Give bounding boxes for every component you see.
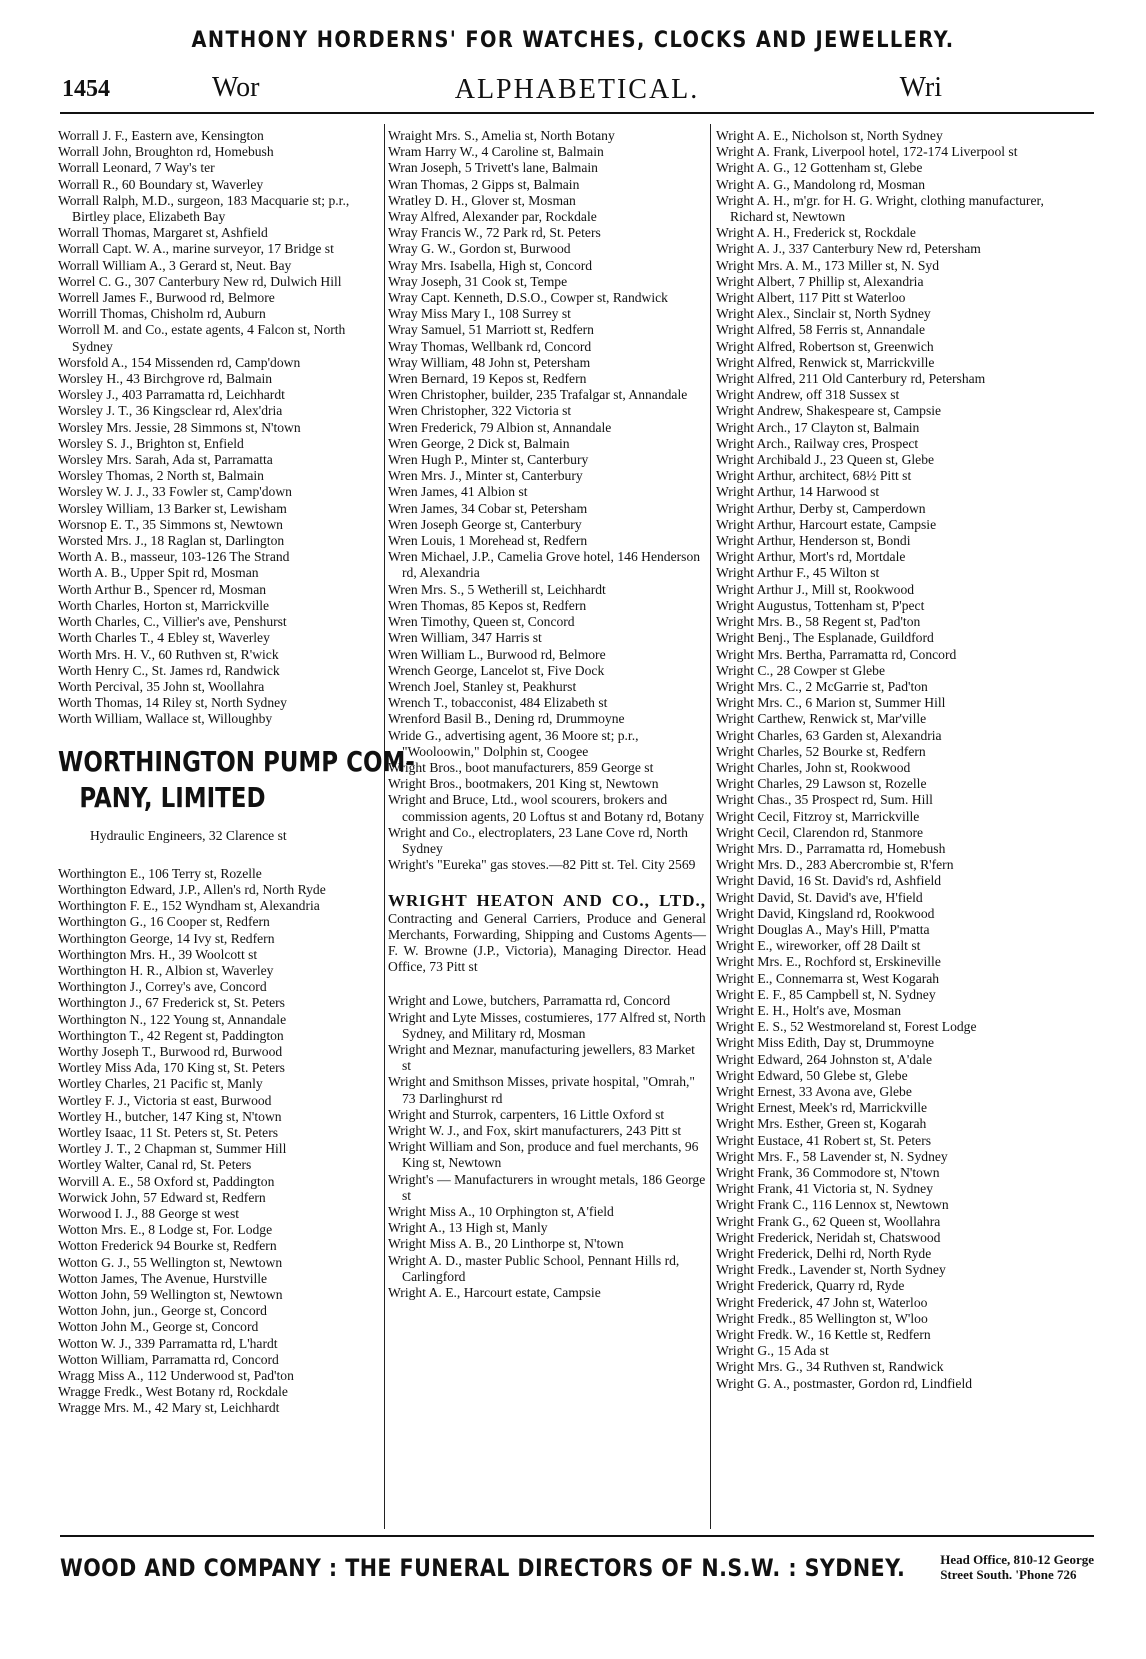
directory-entry: Wren Thomas, 85 Kepos st, Redfern	[388, 597, 587, 613]
directory-entry: Worrall J. F., Eastern ave, Kensington	[58, 128, 264, 143]
directory-entry: Worsted Mrs. J., 18 Raglan st, Darlington	[58, 533, 285, 549]
directory-entry: Wren Mrs. S., 5 Wetherill st, Leichhardt	[388, 581, 606, 597]
directory-entry: Wright David, Kingsland rd, Rookwood	[716, 905, 935, 921]
directory-entry: Worsley S. J., Brighton st, Enfield	[58, 435, 244, 451]
directory-entry: Wright A. Frank, Liverpool hotel, 172-174 Liverpool st	[716, 144, 1018, 160]
directory-entry: Wright E., Connemarra st, West Kogarah	[716, 970, 940, 986]
directory-entry: Wortley F. J., Victoria st east, Burwood	[58, 1092, 272, 1108]
footer-rule	[60, 1535, 1094, 1537]
directory-entry: Wright A. G., Mandolong rd, Mosman	[716, 176, 926, 192]
wright-heaton-title: WRIGHT HEATON AND CO., LTD.,	[388, 891, 706, 911]
directory-entry: Wright and Meznar, manufacturing jewellers, 83 Market st	[388, 1041, 695, 1074]
directory-entry: Wray Miss Mary I., 108 Surrey st	[388, 306, 571, 322]
footer-contact	[940, 1552, 1094, 1582]
directory-entry: Wright Carthew, Renwick st, Mar'ville	[716, 711, 927, 727]
directory-entry: Worrel C. G., 307 Canterbury New rd, Dulwich Hill	[58, 273, 342, 289]
directory-entry: Worthington G., 16 Cooper st, Redfern	[58, 914, 270, 930]
directory-entry: Wortley Charles, 21 Pacific st, Manly	[58, 1076, 263, 1092]
directory-entry: Wright Frederick, 47 John st, Waterloo	[716, 1294, 928, 1310]
directory-entry: Wright Arthur F., 45 Wilton st	[716, 565, 880, 581]
directory-entry: Wright Edward, 264 Johnston st, A'dale	[716, 1051, 932, 1067]
directory-entry: Worrall John, Broughton rd, Homebush	[58, 144, 274, 160]
directory-entry: Wright Frank, 41 Victoria st, N. Sydney	[716, 1181, 933, 1197]
directory-entry: Wride G., advertising agent, 36 Moore st; p.r., "Wooloowin," Dolphin st, Coogee	[388, 727, 639, 759]
directory-entry: Wren Bernard, 19 Kepos st, Redfern	[388, 371, 587, 387]
directory-entry: Wright A. H., m'gr. for H. G. Wright, clothing manufacturer, Richard st, Newtown	[716, 192, 1044, 225]
column-2-entries-bottom	[388, 993, 706, 1301]
directory-entry: Wren Hugh P., Minter st, Canterbury	[388, 452, 589, 468]
directory-entry: Wotton John, 59 Wellington st, Newtown	[58, 1287, 283, 1302]
directory-entry: Wray G. W., Gordon st, Burwood	[388, 241, 571, 257]
directory-entry: Wright and Sturrok, carpenters, 16 Little Oxford st	[388, 1106, 665, 1122]
page-number: 1454	[62, 76, 110, 102]
directory-entry: Wright Alfred, 211 Old Canterbury rd, Petersham	[716, 371, 986, 387]
directory-entry: Worth Charles, C., Villier's ave, Penshurst	[58, 614, 287, 630]
advertising-banner: ANTHONY HORDERNS' FOR WATCHES, CLOCKS AND JEWELLERY.	[191, 28, 955, 53]
directory-entry: Wortley Isaac, 11 St. Peters st, St. Peters	[58, 1124, 279, 1140]
directory-entry: Wrench Joel, Stanley st, Peakhurst	[388, 678, 577, 694]
directory-entry: Wright Bros., bootmakers, 201 King st, Newtown	[388, 776, 659, 792]
directory-entry: Wright Mrs. Bertha, Parramatta rd, Concord	[716, 646, 957, 662]
directory-entry: Worthington Mrs. H., 39 Woolcott st	[58, 946, 258, 962]
column-1-entries-bottom	[58, 866, 380, 1417]
directory-entry: Wright Douglas A., May's Hill, P'matta	[716, 921, 930, 937]
directory-entry: Wright David, 16 St. David's rd, Ashfield	[716, 873, 942, 889]
directory-entry: Wray Samuel, 51 Marriott st, Redfern	[388, 322, 594, 338]
column-1-entries-top	[58, 128, 380, 728]
directory-entry: Wright Benj., The Esplanade, Guildford	[716, 630, 934, 646]
directory-entry: Wraight Mrs. S., Amelia st, North Botany	[388, 128, 615, 143]
wright-heaton-ad	[388, 893, 706, 975]
directory-entry: Wortley Miss Ada, 170 King st, St. Peters	[58, 1060, 285, 1076]
directory-entry: Wren Frederick, 79 Albion st, Annandale	[388, 419, 612, 435]
directory-entry: Wotton Frederick 94 Bourke st, Redfern	[58, 1238, 277, 1254]
directory-entry: Worroll M. and Co., estate agents, 4 Falcon st, North Sydney	[58, 322, 346, 354]
directory-entry: Worsley J., 403 Parramatta rd, Leichhardt	[58, 387, 285, 403]
column-3-entries	[716, 128, 1044, 1392]
directory-entry: Wran Joseph, 5 Trivett's lane, Balmain	[388, 160, 598, 176]
section-title: ALPHABETICAL.	[454, 74, 700, 105]
directory-entry: Wotton W. J., 339 Parramatta rd, L'hardt	[58, 1335, 278, 1351]
directory-entry: Worwick John, 57 Edward st, Redfern	[58, 1189, 266, 1205]
directory-entry: Worrall Thomas, Margaret st, Ashfield	[58, 225, 268, 241]
directory-entry: Wright A. E., Nicholson st, North Sydney	[716, 128, 943, 143]
directory-entry: Wright Cecil, Clarendon rd, Stanmore	[716, 824, 924, 840]
directory-entry: Wright E., wireworker, off 28 Dailt st	[716, 938, 921, 954]
directory-entry: Wright Frank, 36 Commodore st, N'town	[716, 1165, 940, 1180]
directory-entry: Worthington George, 14 Ivy st, Redfern	[58, 930, 275, 946]
directory-entry: Wotton John M., George st, Concord	[58, 1319, 259, 1335]
directory-entry: Worrall Capt. W. A., marine surveyor, 17 Bridge st	[58, 241, 334, 257]
directory-entry: Worrall Leonard, 7 Way's ter	[58, 160, 215, 176]
directory-entry: Worthington N., 122 Young st, Annandale	[58, 1011, 287, 1027]
directory-entry: Wren Michael, J.P., Camelia Grove hotel, 146 Henderson rd, Alexandria	[388, 549, 701, 581]
directory-entry: Wright Arthur J., Mill st, Rookwood	[716, 581, 915, 597]
directory-entry: Wright Andrew, off 318 Sussex st	[716, 387, 900, 403]
directory-entry: Wright Frederick, Neridah st, Chatswood	[716, 1229, 941, 1245]
ad-heading-line-1: WORTHINGTON PUMP COM-	[58, 744, 415, 778]
directory-entry: Worsley J. T., 36 Kingsclear rd, Alex'dria	[58, 403, 283, 419]
directory-entry: Wright Frank C., 116 Lennox st, Newtown	[716, 1197, 949, 1213]
directory-entry: Wright Bros., boot manufacturers, 859 George st	[388, 759, 654, 775]
directory-entry: Wright Frank G., 62 Queen st, Woollahra	[716, 1213, 941, 1229]
directory-entry: Wren William L., Burwood rd, Belmore	[388, 646, 606, 662]
directory-entry: Wright Charles, John st, Rookwood	[716, 759, 911, 775]
directory-entry: Wright Albert, 117 Pitt st Waterloo	[716, 290, 906, 306]
column-1	[58, 128, 415, 1417]
directory-entry: Wright William and Son, produce and fuel merchants, 96 King st, Newtown	[388, 1139, 699, 1171]
directory-entry: Worth Arthur B., Spencer rd, Mosman	[58, 581, 267, 597]
directory-entry: Wren William, 347 Harris st	[388, 630, 542, 646]
directory-entry: Wright Mrs. G., 34 Ruthven st, Randwick	[716, 1359, 944, 1375]
directory-entry: Wright A. H., Frederick st, Rockdale	[716, 225, 916, 241]
directory-entry: Wright Fredk., 85 Wellington st, W'loo	[716, 1310, 928, 1326]
directory-entry: Worth William, Wallace st, Willoughby	[58, 711, 273, 727]
directory-entry: Worth A. B., Upper Spit rd, Mosman	[58, 565, 259, 581]
directory-entry: Wright Frederick, Quarry rd, Ryde	[716, 1278, 905, 1294]
directory-entry: Wright Arch., 17 Clayton st, Balmain	[716, 419, 920, 435]
directory-entry: Wray Thomas, Wellbank rd, Concord	[388, 338, 592, 354]
directory-entry: Wran Thomas, 2 Gipps st, Balmain	[388, 176, 580, 192]
directory-entry: Worrall R., 60 Boundary st, Waverley	[58, 176, 264, 192]
directory-entry: Worsley Thomas, 2 North st, Balmain	[58, 468, 264, 484]
directory-entry: Worsley H., 43 Birchgrove rd, Balmain	[58, 371, 273, 387]
footer-contact-line-1: Head Office, 810-12 George	[940, 1552, 1094, 1567]
directory-entry: Worthington E., 106 Terry st, Rozelle	[58, 865, 262, 881]
column-divider-1	[384, 124, 385, 1529]
directory-entry: Wright Charles, 29 Lawson st, Rozelle	[716, 776, 927, 792]
directory-entry: Worthington J., 67 Frederick st, St. Peters	[58, 995, 285, 1011]
directory-entry: Wright Arthur, 14 Harwood st	[716, 484, 880, 500]
directory-entry: Wren James, 41 Albion st	[388, 484, 528, 500]
directory-entry: Wright Mrs. C., 2 McGarrie st, Pad'ton	[716, 678, 928, 694]
directory-entry: Worth Thomas, 14 Riley st, North Sydney	[58, 695, 287, 711]
column-2-entries-top	[388, 128, 706, 873]
directory-entry: Worsley Mrs. Sarah, Ada st, Parramatta	[58, 452, 273, 468]
directory-entry: Wright's — Manufacturers in wrought metals, 186 George st	[388, 1171, 706, 1203]
footer-contact-line-2: Street South. 'Phone 726	[940, 1567, 1077, 1582]
directory-entry: Worthy Joseph T., Burwood rd, Burwood	[58, 1043, 283, 1059]
page-header	[62, 72, 1092, 108]
directory-entry: Wright Arthur, architect, 68½ Pitt st	[716, 468, 912, 484]
directory-entry: Wray Capt. Kenneth, D.S.O., Cowper st, Randwick	[388, 290, 668, 306]
directory-entry: Wright W. J., and Fox, skirt manufacturers, 243 Pitt st	[388, 1122, 682, 1138]
directory-entry: Wray Alfred, Alexander par, Rockdale	[388, 209, 597, 225]
directory-entry: Wrench George, Lancelot st, Five Dock	[388, 662, 605, 678]
directory-entry: Worthington T., 42 Regent st, Paddington	[58, 1027, 284, 1043]
directory-entry: Wray Mrs. Isabella, High st, Concord	[388, 257, 593, 273]
directory-entry: Worth Percival, 35 John st, Woollahra	[58, 678, 265, 694]
directory-entry: Wright Mrs. D., Parramatta rd, Homebush	[716, 840, 946, 856]
directory-entry: Wragge Fredk., West Botany rd, Rockdale	[58, 1384, 288, 1400]
directory-entry: Wright Alfred, Renwick st, Marrickville	[716, 354, 935, 370]
directory-entry: Wright G., 15 Ada st	[716, 1343, 829, 1359]
directory-entry: Wright and Lyte Misses, costumieres, 177 Alfred st, North Sydney, and Military rd, Mosman	[388, 1009, 706, 1041]
directory-entry: Wren James, 34 Cobar st, Petersham	[388, 500, 588, 516]
directory-entry: Wright Chas., 35 Prospect rd, Sum. Hill	[716, 792, 933, 808]
column-3	[716, 128, 1044, 1392]
directory-entry: Wrench T., tobacconist, 484 Elizabeth st	[388, 695, 608, 711]
directory-entry: Wright C., 28 Cowper st Glebe	[716, 662, 885, 678]
directory-entry: Wright G. A., postmaster, Gordon rd, Lindfield	[716, 1375, 973, 1391]
directory-entry: Wren Louis, 1 Morehead st, Redfern	[388, 533, 588, 549]
directory-entry: Wright Andrew, Shakespeare st, Campsie	[716, 403, 942, 419]
directory-entry: Worrall William A., 3 Gerard st, Neut. Bay	[58, 257, 292, 273]
page-footer	[60, 1548, 1094, 1598]
directory-entry: Wotton William, Parramatta rd, Concord	[58, 1351, 279, 1367]
directory-entry: Wright Archibald J., 23 Queen st, Glebe	[716, 452, 935, 468]
directory-entry: Wright Fredk. W., 16 Kettle st, Redfern	[716, 1327, 931, 1343]
ad-detail: Hydraulic Engineers, 32 Clarence st	[90, 827, 287, 843]
directory-entry: Wright Albert, 7 Phillip st, Alexandria	[716, 273, 924, 289]
directory-entry: Wright and Bruce, Ltd., wool scourers, brokers and commission agents, 20 Loftus st and Botany rd, Botany	[388, 792, 705, 824]
directory-entry: Worth Charles T., 4 Ebley st, Waverley	[58, 630, 270, 646]
header-rule	[60, 112, 1094, 114]
directory-entry: Wright and Lowe, butchers, Parramatta rd, Concord	[388, 993, 671, 1009]
directory-entry: Worsley William, 13 Barker st, Lewisham	[58, 500, 287, 516]
directory-entry: Wright Alex., Sinclair st, North Sydney	[716, 306, 931, 322]
directory-entry: Wright E. F., 85 Campbell st, N. Sydney	[716, 986, 936, 1002]
directory-entry: Wragg Miss A., 112 Underwood st, Pad'ton	[58, 1368, 294, 1384]
right-guide-word: Wri	[899, 72, 942, 103]
directory-entry: Wright Cecil, Fitzroy st, Marrickville	[716, 808, 920, 824]
directory-entry: Worthington Edward, J.P., Allen's rd, North Ryde	[58, 881, 326, 897]
directory-entry: Wortley H., butcher, 147 King st, N'town	[58, 1108, 282, 1124]
directory-entry: Wright Ernest, Meek's rd, Marrickville	[716, 1100, 928, 1116]
directory-entry: Wright Fredk., Lavender st, North Sydney	[716, 1262, 946, 1278]
directory-entry: Wragge Mrs. M., 42 Mary st, Leichhardt	[58, 1400, 280, 1416]
directory-entry: Wren Christopher, 322 Victoria st	[388, 403, 572, 419]
directory-entry: Wratley D. H., Glover st, Mosman	[388, 192, 576, 208]
directory-entry: Wright Charles, 52 Bourke st, Redfern	[716, 743, 926, 759]
directory-entry: Worth Charles, Horton st, Marrickville	[58, 597, 270, 613]
footer-advertisement: WOOD AND COMPANY : THE FUNERAL DIRECTORS OF N.S.W. : SYDNEY.	[60, 1554, 906, 1582]
directory-entry: Worsley W. J. J., 33 Fowler st, Camp'down	[58, 484, 292, 500]
directory-entry: Wright Mrs. Esther, Green st, Kogarah	[716, 1116, 927, 1132]
directory-entry: Wright A. G., 12 Gottenham st, Glebe	[716, 160, 923, 176]
directory-entry: Worrill Thomas, Chisholm rd, Auburn	[58, 306, 266, 322]
directory-entry: Wright's "Eureka" gas stoves.—82 Pitt st. Tel. City 2569	[388, 857, 696, 873]
directory-entry: Wright Charles, 63 Garden st, Alexandria	[716, 727, 942, 743]
wright-heaton-body: Contracting and General Carriers, Produce and General Merchants, Forwarding, Shipping and Customs Agents—F. W. Browne (J.P., Victoria), Managing Director. Head Office, 73 Pitt st	[388, 910, 706, 975]
directory-entry: Worthington F. E., 152 Wyndham st, Alexandria	[58, 898, 320, 914]
directory-entry: Wotton James, The Avenue, Hurstville	[58, 1270, 268, 1286]
directory-entry: Worvill A. E., 58 Oxford st, Paddington	[58, 1173, 275, 1189]
directory-entry: Wright Augustus, Tottenham st, P'pect	[716, 597, 925, 613]
directory-entry: Wortley J. T., 2 Chapman st, Summer Hill	[58, 1141, 287, 1157]
directory-entry: Wray William, 48 John st, Petersham	[388, 354, 591, 370]
directory-entry: Worthington J., Correy's ave, Concord	[58, 979, 267, 995]
directory-entry: Wright Ernest, 33 Avona ave, Glebe	[716, 1083, 912, 1099]
directory-entry: Wray Francis W., 72 Park rd, St. Peters	[388, 225, 601, 241]
column-2	[388, 128, 706, 1301]
directory-entry: Wright Arch., Railway cres, Prospect	[716, 435, 919, 451]
directory-entry: Wright Arthur, Harcourt estate, Campsie	[716, 516, 937, 532]
directory-entry: Wright Miss Edith, Day st, Drummoyne	[716, 1035, 935, 1051]
directory-entry: Wright Mrs. C., 6 Marion st, Summer Hill	[716, 695, 946, 711]
directory-entry: Wren Mrs. J., Minter st, Canterbury	[388, 468, 583, 484]
directory-entry: Wright Alfred, 58 Ferris st, Annandale	[716, 322, 925, 338]
directory-entry: Wray Joseph, 31 Cook st, Tempe	[388, 273, 568, 289]
directory-entry: Wright Arthur, Henderson st, Bondi	[716, 533, 911, 549]
directory-entry: Wright A. E., Harcourt estate, Campsie	[388, 1285, 601, 1301]
directory-entry: Wotton John, jun., George st, Concord	[58, 1303, 267, 1319]
directory-entry: Wright and Co., electroplaters, 23 Lane Cove rd, North Sydney	[388, 824, 688, 856]
directory-entry: Wright Miss A. B., 20 Linthorpe st, N'town	[388, 1236, 624, 1252]
directory-entry: Wotton Mrs. E., 8 Lodge st, For. Lodge	[58, 1222, 273, 1238]
directory-entry: Wright and Smithson Misses, private hospital, "Omrah," 73 Darlinghurst rd	[388, 1074, 695, 1106]
directory-entry: Wram Harry W., 4 Caroline st, Balmain	[388, 144, 604, 160]
directory-entry: Wright Mrs. D., 283 Abercrombie st, R'fern	[716, 857, 954, 873]
directory-entry: Wortley Walter, Canal rd, St. Peters	[58, 1157, 252, 1173]
directory-entry: Wotton G. J., 55 Wellington st, Newtown	[58, 1254, 283, 1270]
directory-entry: Worthington H. R., Albion st, Waverley	[58, 962, 274, 978]
directory-entry: Worrell James F., Burwood rd, Belmore	[58, 290, 275, 306]
directory-entry: Wren George, 2 Dick st, Balmain	[388, 435, 570, 451]
directory-entry: Worth Henry C., St. James rd, Randwick	[58, 662, 280, 678]
directory-entry: Worth A. B., masseur, 103-126 The Strand	[58, 549, 290, 565]
directory-entry: Wren Joseph George st, Canterbury	[388, 516, 582, 532]
directory-entry: Worwood I. J., 88 George st west	[58, 1205, 240, 1221]
directory-entry: Wren Christopher, builder, 235 Trafalgar st, Annandale	[388, 387, 688, 403]
directory-entry: Wright Mrs. E., Rochford st, Erskineville	[716, 954, 941, 970]
directory-entry: Wright Mrs. F., 58 Lavender st, N. Sydney	[716, 1148, 948, 1164]
directory-entry: Wright Frederick, Delhi rd, North Ryde	[716, 1246, 932, 1262]
directory-entry: Worrall Ralph, M.D., surgeon, 183 Macquarie st; p.r., Birtley place, Elizabeth Bay	[58, 192, 350, 225]
directory-entry: Wright Arthur, Derby st, Camperdown	[716, 500, 926, 516]
ad-heading-line-2: PANY, LIMITED	[79, 780, 266, 814]
directory-entry: Wright A. J., 337 Canterbury New rd, Petersham	[716, 241, 981, 257]
directory-entry: Wright E. H., Holt's ave, Mosman	[716, 1002, 902, 1018]
directory-entry: Worth Mrs. H. V., 60 Ruthven st, R'wick	[58, 646, 279, 662]
directory-entry: Wright Miss A., 10 Orphington st, A'field	[388, 1204, 614, 1219]
directory-entry: Worsnop E. T., 35 Simmons st, Newtown	[58, 516, 283, 532]
directory-entry: Wright Arthur, Mort's rd, Mortdale	[716, 549, 906, 565]
directory-entry: Wright Edward, 50 Glebe st, Glebe	[716, 1067, 908, 1083]
column-divider-2	[710, 124, 711, 1529]
directory-entry: Worsfold A., 154 Missenden rd, Camp'down	[58, 354, 301, 370]
directory-entry: Wright David, St. David's ave, H'field	[716, 889, 923, 905]
directory-entry: Wright Eustace, 41 Robert st, St. Peters	[716, 1132, 932, 1148]
directory-entry: Wright Mrs. B., 58 Regent st, Pad'ton	[716, 614, 921, 630]
directory-entry: Wright A., 13 High st, Manly	[388, 1220, 548, 1236]
directory-entry: Wright Mrs. A. M., 173 Miller st, N. Syd	[716, 257, 940, 273]
left-guide-word: Wor	[212, 72, 260, 103]
directory-entry: Wrenford Basil B., Dening rd, Drummoyne	[388, 711, 625, 727]
directory-entry: Wren Timothy, Queen st, Concord	[388, 614, 575, 630]
directory-entry: Wright Alfred, Robertson st, Greenwich	[716, 338, 934, 354]
directory-entry: Wright A. D., master Public School, Pennant Hills rd, Carlingford	[388, 1252, 680, 1284]
directory-entry: Wright E. S., 52 Westmoreland st, Forest Lodge	[716, 1019, 977, 1035]
directory-entry: Worsley Mrs. Jessie, 28 Simmons st, N'town	[58, 419, 301, 435]
